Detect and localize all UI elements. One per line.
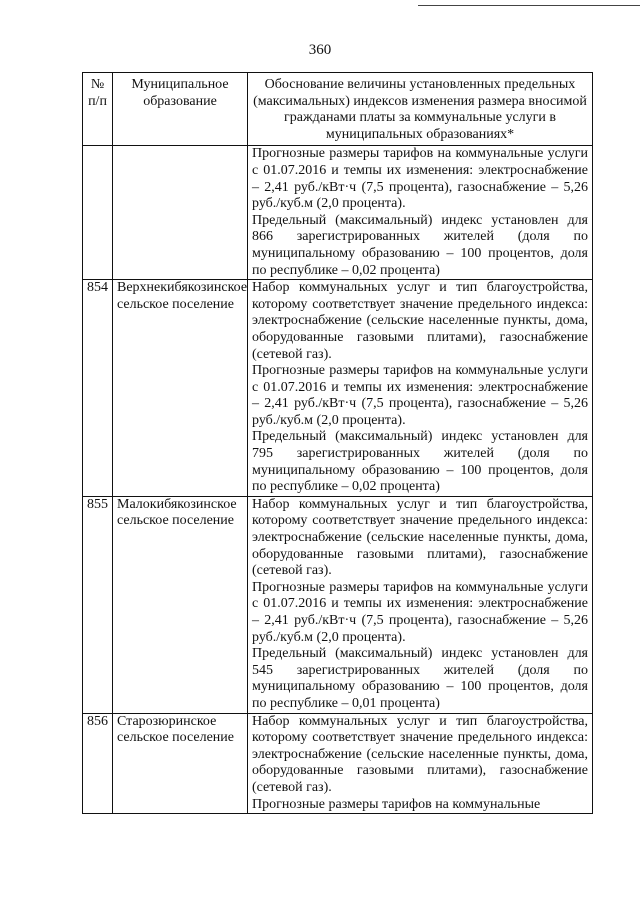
row-municipality: Малокибякозинское сельское поселение bbox=[113, 496, 248, 713]
header-num: № п/п bbox=[83, 73, 113, 146]
justification-paragraph: Предельный (максимальный) индекс установлен для 866 зарегистрированных жителей (доля по муниципальному образованию – 100 процентов, доля по республике – 0,02 процента) bbox=[252, 212, 588, 278]
page-number: 360 bbox=[308, 42, 332, 58]
justification-paragraph: Набор коммунальных услуг и тип благоустройства, которому соответствует значение предельного индекса: электроснабжение (сельские населенные пункты, дома, оборудованные газовыми плитами), газоснабжение (сетевой газ). bbox=[252, 713, 588, 795]
table-row bbox=[83, 713, 593, 814]
row-municipality: Верхнекибякозинское сельское поселение bbox=[113, 280, 248, 497]
tariff-table bbox=[82, 72, 593, 814]
row-number: 854 bbox=[83, 280, 113, 497]
justification-paragraph: Прогнозные размеры тарифов на коммунальные услуги с 01.07.2016 и темпы их изменения: электроснабжение – 2,41 руб./кВт·ч (7,5 процента), газоснабжение – 5,26 руб./куб.м (2,0 процента). bbox=[252, 579, 588, 645]
header-municipality: Муниципальное образование bbox=[113, 73, 248, 146]
table-header-row bbox=[83, 73, 593, 146]
row-justification bbox=[248, 280, 593, 497]
row-justification bbox=[248, 713, 593, 814]
table-row bbox=[83, 280, 593, 497]
table-row bbox=[83, 146, 593, 280]
justification-paragraph: Прогнозные размеры тарифов на коммунальные bbox=[252, 796, 541, 812]
row-number: 855 bbox=[83, 496, 113, 713]
row-number bbox=[83, 146, 113, 280]
table-row bbox=[83, 496, 593, 713]
justification-paragraph: Предельный (максимальный) индекс установлен для 545 зарегистрированных жителей (доля по муниципальному образованию – 100 процентов, доля по республике – 0,01 процента) bbox=[252, 646, 588, 711]
row-municipality bbox=[113, 146, 248, 280]
row-justification bbox=[248, 496, 593, 713]
row-justification bbox=[248, 146, 593, 280]
justification-paragraph: Набор коммунальных услуг и тип благоустройства, которому соответствует значение предельного индекса: электроснабжение (сельские населенные пункты, дома, оборудованные газовыми плитами), газоснабжение (сетевой газ). bbox=[252, 280, 588, 362]
header-justification: Обоснование величины установленных предельных (максимальных) индексов изменения размера вносимой гражданами платы за коммунальные услуги в муниципальных образованиях* bbox=[248, 73, 593, 146]
row-municipality: Старозюринское сельское поселение bbox=[113, 713, 248, 814]
justification-paragraph: Прогнозные размеры тарифов на коммунальные услуги с 01.07.2016 и темпы их изменения: электроснабжение – 2,41 руб./кВт·ч (7,5 процента), газоснабжение – 5,26 руб./куб.м (2,0 процента). bbox=[252, 146, 588, 212]
justification-paragraph: Прогнозные размеры тарифов на коммунальные услуги с 01.07.2016 и темпы их изменения: электроснабжение – 2,41 руб./кВт·ч (7,5 процента), газоснабжение – 5,26 руб./куб.м (2,0 процента). bbox=[252, 363, 588, 428]
row-number: 856 bbox=[83, 713, 113, 814]
justification-paragraph: Предельный (максимальный) индекс установлен для 795 зарегистрированных жителей (доля по муниципальному образованию – 100 процентов, доля по республике – 0,02 процента) bbox=[252, 429, 588, 495]
top-rule bbox=[418, 5, 640, 6]
justification-paragraph: Набор коммунальных услуг и тип благоустройства, которому соответствует значение предельного индекса: электроснабжение (сельские населенные пункты, дома, оборудованные газовыми плитами), газоснабжение (сетевой газ). bbox=[252, 496, 588, 579]
